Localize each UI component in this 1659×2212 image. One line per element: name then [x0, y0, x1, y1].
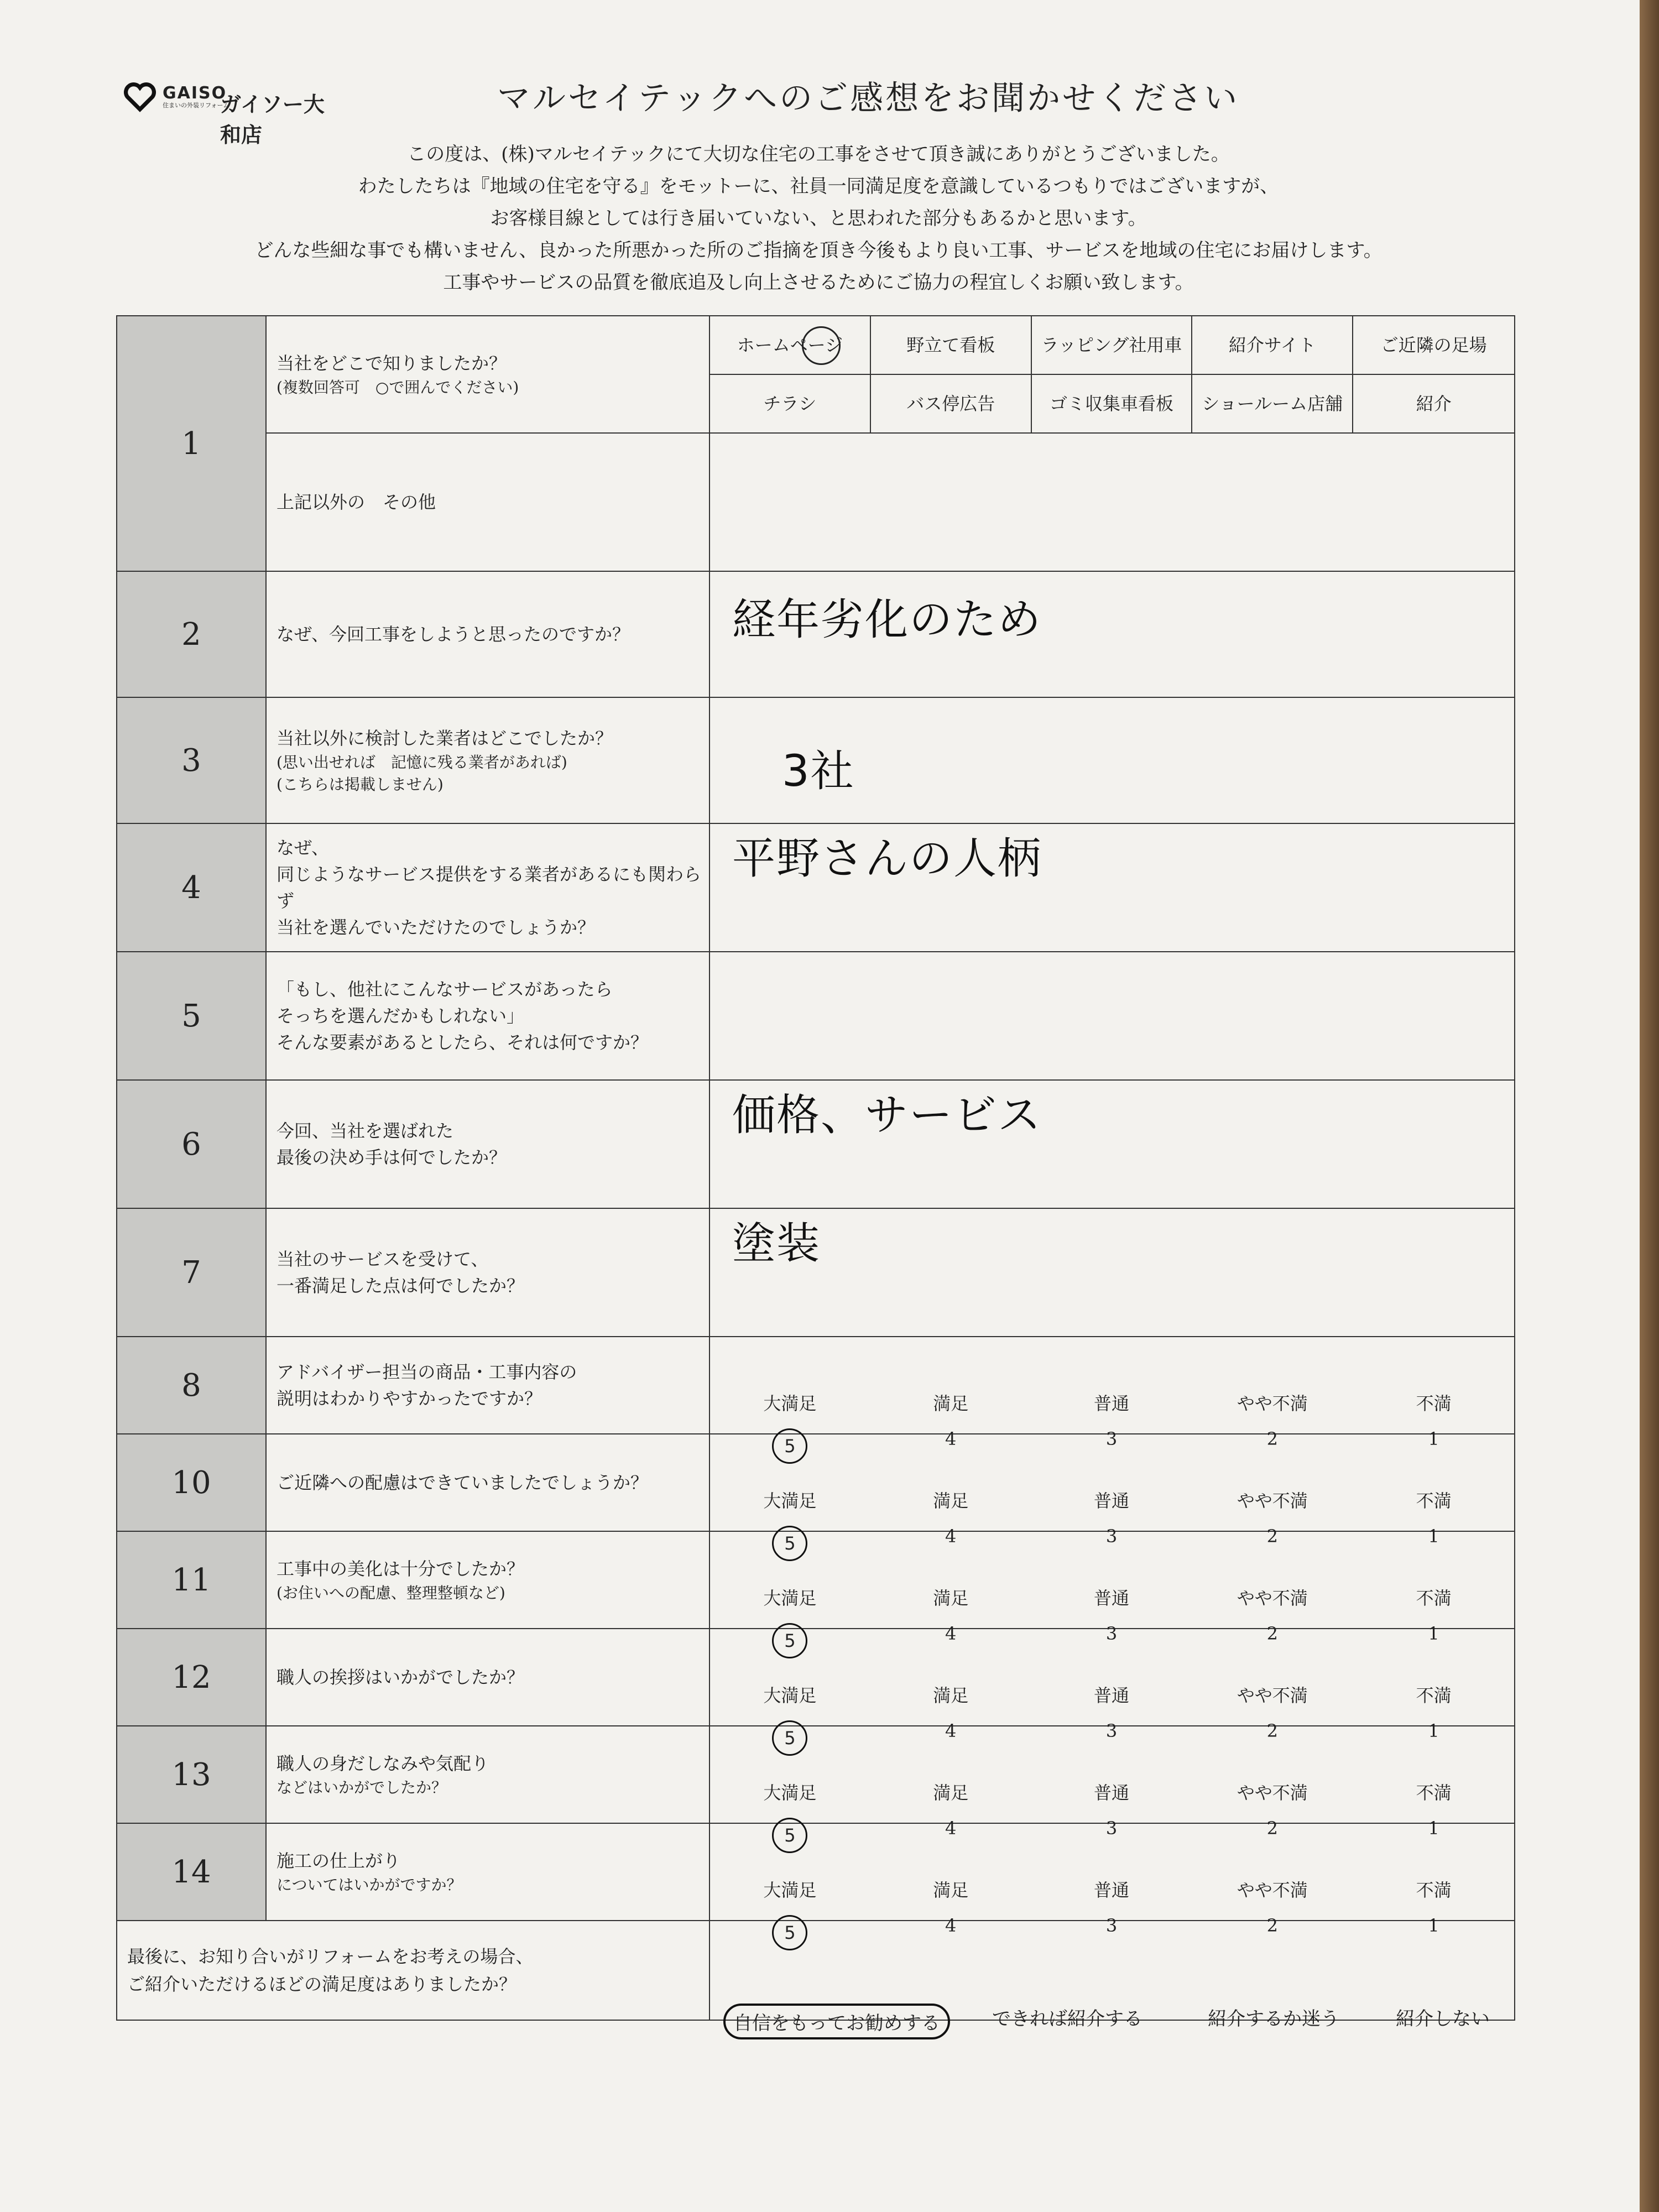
question-4-line: 同じようなサービス提供をする業者があるにも関わらず — [276, 864, 702, 911]
rating-label: 不満 — [1416, 1685, 1452, 1706]
intro-line: わたしたちは『地域の住宅を守る』をモットーに、社員一同満足度を意識しているつもりではございますが、 — [358, 175, 1279, 197]
logo-store-name: ガイソー大和店 — [220, 92, 325, 147]
rating-label: 不満 — [1416, 1490, 1452, 1511]
question-text — [266, 1823, 709, 1921]
question-text — [266, 1434, 709, 1531]
rating-label: やや不満 — [1237, 1588, 1308, 1609]
heart-house-icon — [123, 80, 157, 114]
option-billboard[interactable]: 野立て看板 — [871, 316, 1032, 375]
handwritten-answer: 経年劣化のため — [732, 595, 1042, 645]
rating-label: 不満 — [1416, 1588, 1452, 1609]
question-text — [266, 1080, 709, 1208]
question-3-note: (思い出せれば 記憶に残る業者があれば) — [276, 753, 567, 771]
rating-value-text: 2 — [1266, 1720, 1278, 1741]
question-number: 12 — [117, 1629, 266, 1726]
question-text — [266, 697, 709, 823]
question-number: 7 — [117, 1208, 266, 1337]
intro-line: どんな些細な事でも構いません、良かった所悪かった所のご指摘を頂き今後もより良い工事、サービスを地域の住宅にお届けします。 — [254, 239, 1383, 262]
rating-question-line: 職人の挨拶はいかがでしたか？ — [276, 1667, 525, 1688]
intro-line: お客様目線としては行き届いていない、と思われた部分もあるかと思います。 — [490, 207, 1147, 229]
rating-value-text: 1 — [1428, 1526, 1439, 1547]
rating-value-text: 3 — [1105, 1818, 1118, 1839]
question-number: 13 — [117, 1726, 266, 1823]
rating-value-text: 3 — [1105, 1915, 1118, 1936]
rating-value-text: 2 — [1266, 1526, 1278, 1547]
question-text — [266, 316, 709, 433]
answer-field[interactable] — [709, 823, 1515, 952]
question-5-line: そんな要素があるとしたら、それは何ですか？ — [276, 1032, 649, 1053]
selected-rating-circle: 5 — [772, 1720, 807, 1756]
intro-line: この度は、(株)マルセイテックにて大切な住宅の工事をさせて頂き誠にありがとうございました。 — [407, 143, 1230, 165]
rating-value-text: 3 — [1105, 1428, 1118, 1449]
rating-scale — [709, 1629, 1515, 1749]
rating-value-text: 1 — [1428, 1818, 1439, 1839]
rating-label: やや不満 — [1237, 1685, 1308, 1706]
rating-label: 普通 — [1093, 1782, 1129, 1803]
question-1-note: (複数回答可 ○で囲んでください) — [276, 378, 519, 397]
question-number: 3 — [117, 697, 266, 823]
question-6-line: 最後の決め手は何でしたか？ — [276, 1147, 507, 1168]
option-unsure[interactable]: 紹介するか迷う — [1208, 2008, 1339, 2030]
handwritten-answer: 平野さんの人柄 — [732, 834, 1042, 884]
selected-rating-circle: 5 — [772, 1428, 807, 1464]
question-number: 14 — [117, 1823, 266, 1921]
rating-value-text: 4 — [945, 1428, 957, 1449]
selected-rating-circle: 5 — [772, 1818, 807, 1853]
question-3-note: (こちらは掲載しません) — [276, 775, 444, 794]
other-label: 上記以外の その他 — [266, 433, 709, 571]
rating-question-line: についてはいかがですか？ — [276, 1876, 462, 1894]
rating-value-text: 3 — [1105, 1526, 1118, 1547]
homepage-selection-mark — [802, 326, 841, 365]
rating-label: 普通 — [1093, 1880, 1129, 1901]
rating-row — [117, 1823, 1515, 1921]
rating-label: 満足 — [933, 1685, 969, 1706]
question-text — [266, 1629, 709, 1726]
question-7-line: 一番満足した点は何でしたか？ — [276, 1275, 525, 1296]
rating-label: 満足 — [933, 1880, 969, 1901]
question-7-line: 当社のサービスを受けて、 — [276, 1249, 489, 1270]
rating-scale — [709, 1823, 1515, 1943]
rating-row — [117, 1629, 1515, 1726]
question-6-line: 今回、当社を選ばれた — [276, 1120, 454, 1141]
rating-label: 満足 — [933, 1393, 969, 1414]
question-number: 4 — [117, 823, 266, 952]
rating-value-text: 4 — [945, 1623, 957, 1644]
option-confident-recommend[interactable]: 自信をもってお勧めする — [723, 2004, 950, 2039]
rating-label: 不満 — [1416, 1782, 1452, 1803]
option-flyer[interactable]: チラシ — [710, 375, 871, 432]
rating-label: 大満足 — [763, 1588, 817, 1609]
logo-brand: GAISO — [163, 83, 227, 103]
option-garbage-truck-ad[interactable]: ゴミ収集車看板 — [1032, 375, 1193, 432]
option-bus-stop-ad[interactable]: バス停広告 — [871, 375, 1032, 432]
rating-value-text: 2 — [1266, 1428, 1278, 1449]
rating-label: 普通 — [1093, 1685, 1129, 1706]
question-text — [266, 1531, 709, 1629]
rating-value-text: 2 — [1266, 1915, 1278, 1936]
table-surface — [1640, 0, 1659, 2212]
rating-label: やや不満 — [1237, 1393, 1308, 1414]
rating-label: 普通 — [1093, 1490, 1129, 1511]
option-wrapped-car[interactable]: ラッピング社用車 — [1032, 316, 1193, 375]
rating-value-text: 3 — [1105, 1623, 1118, 1644]
rating-question-line: 工事中の美化は十分でしたか？ — [276, 1558, 525, 1579]
rating-value-text: 4 — [945, 1526, 957, 1547]
rating-scale — [709, 1337, 1515, 1457]
selected-rating-circle: 5 — [772, 1915, 807, 1950]
question-1-text: 当社をどこで知りましたか？ — [276, 353, 507, 374]
rating-question-line: (お住いへの配慮、整理整頓など) — [276, 1584, 505, 1602]
rating-label: 大満足 — [763, 1880, 817, 1901]
rating-row — [117, 1434, 1515, 1531]
option-neighbor-scaffold[interactable]: ご近隣の足場 — [1353, 316, 1514, 375]
rating-label: 大満足 — [763, 1393, 817, 1414]
question-4-line: なぜ、 — [276, 837, 330, 858]
question-5-line: そっちを選んだかもしれない」 — [276, 1005, 525, 1026]
question-number: 2 — [117, 571, 266, 697]
intro-text — [166, 138, 1471, 299]
rating-question-line: 説明はわかりやすかったですか？ — [276, 1388, 542, 1409]
option-showroom[interactable]: ショールーム店舗 — [1192, 375, 1353, 432]
rating-question-line: 施工の仕上がり — [276, 1850, 401, 1871]
question-number: 6 — [117, 1080, 266, 1208]
rating-scale — [709, 1434, 1515, 1554]
company-logo — [123, 77, 333, 147]
rating-question-line: 職人の身だしなみや気配り — [276, 1753, 489, 1774]
selected-rating-circle: 5 — [772, 1623, 807, 1658]
option-homepage[interactable]: ホームページ — [710, 316, 871, 375]
answer-field[interactable] — [709, 1208, 1515, 1337]
question-5-line: 「もし、他社にこんなサービスがあったら — [276, 979, 613, 1000]
question-2-text: なぜ、今回工事をしようと思ったのですか？ — [266, 571, 709, 697]
rating-row — [117, 1531, 1515, 1629]
rating-scale — [709, 1726, 1515, 1846]
question-text — [266, 1208, 709, 1337]
rating-value-text: 2 — [1266, 1818, 1278, 1839]
rating-label: 不満 — [1416, 1880, 1452, 1901]
rating-label: 満足 — [933, 1490, 969, 1511]
rating-question-line: ご近隣への配慮はできていましたでしょうか？ — [276, 1472, 649, 1493]
question-text — [266, 1726, 709, 1823]
answer-field[interactable] — [709, 952, 1515, 1080]
rating-row — [117, 1337, 1515, 1434]
page-title: マルセイテックへのご感想をお聞かせください — [497, 79, 1240, 118]
rating-label: 不満 — [1416, 1393, 1452, 1414]
option-referral[interactable]: 紹介 — [1416, 393, 1452, 414]
logo-tagline: 住まいの外装リフォーム — [163, 101, 229, 109]
rating-label: 普通 — [1093, 1588, 1129, 1609]
handwritten-answer: 価格、サービス — [732, 1091, 1042, 1140]
option-not-recommend[interactable]: 紹介しない — [1396, 2008, 1490, 2030]
question-text — [266, 1337, 709, 1434]
intro-line: 工事やサービスの品質を徹底追及し向上させるためにご協力の程宜しくお願い致します。 — [443, 272, 1194, 294]
rating-value-text: 4 — [945, 1720, 957, 1741]
rating-question-line: などはいかがでしたか？ — [276, 1778, 447, 1797]
rating-label: やや不満 — [1237, 1880, 1308, 1901]
rating-value-text: 1 — [1428, 1623, 1439, 1644]
rating-label: やや不満 — [1237, 1490, 1308, 1511]
question-4-line: 当社を選んでいただけたのでしょうか？ — [276, 917, 596, 938]
rating-value-text: 1 — [1428, 1720, 1439, 1741]
question-3-text: 当社以外に検討した業者はどこでしたか？ — [276, 728, 613, 749]
selected-rating-circle: 5 — [772, 1526, 807, 1561]
rating-scale — [709, 1531, 1515, 1651]
rating-label: やや不満 — [1237, 1782, 1308, 1803]
final-question-line: ご紹介いただけるほどの満足度はありましたか？ — [127, 1974, 517, 1995]
rating-value-text: 4 — [945, 1915, 957, 1936]
rating-label: 大満足 — [763, 1782, 817, 1803]
rating-value-text: 4 — [945, 1818, 957, 1839]
recommendation-options — [709, 1921, 1515, 2034]
rating-label: 大満足 — [763, 1685, 817, 1706]
rating-label: 満足 — [933, 1588, 969, 1609]
rating-value-text: 1 — [1428, 1915, 1439, 1936]
answer-field[interactable] — [709, 571, 1515, 697]
rating-label: 大満足 — [763, 1490, 817, 1511]
question-text — [266, 952, 709, 1080]
other-answer-field[interactable] — [709, 433, 1515, 571]
rating-value-text: 1 — [1428, 1428, 1439, 1449]
question-number: 10 — [117, 1434, 266, 1531]
final-question-line: 最後に、お知り合いがリフォームをお考えの場合、 — [127, 1946, 534, 1967]
answer-field[interactable] — [709, 1080, 1515, 1208]
handwritten-answer: 3社 — [782, 747, 855, 796]
rating-label: 満足 — [933, 1782, 969, 1803]
rating-question-line: アドバイザー担当の商品・工事内容の — [276, 1361, 577, 1383]
final-question — [117, 1921, 709, 2020]
handwritten-answer: 塗装 — [732, 1219, 821, 1269]
question-number: 11 — [117, 1531, 266, 1629]
rating-row — [117, 1726, 1515, 1823]
option-recommend-if-possible[interactable]: できれば紹介する — [992, 2008, 1142, 2030]
question-text — [266, 823, 709, 952]
question-number: 8 — [117, 1337, 266, 1434]
rating-value-text: 3 — [1105, 1720, 1118, 1741]
answer-field[interactable] — [709, 697, 1515, 823]
rating-label: 普通 — [1093, 1393, 1129, 1414]
survey-table — [116, 315, 1515, 2034]
question-number: 1 — [117, 316, 266, 571]
option-referral-site[interactable]: 紹介サイト — [1192, 316, 1353, 375]
rating-value-text: 2 — [1266, 1623, 1278, 1644]
question-number: 5 — [117, 952, 266, 1080]
